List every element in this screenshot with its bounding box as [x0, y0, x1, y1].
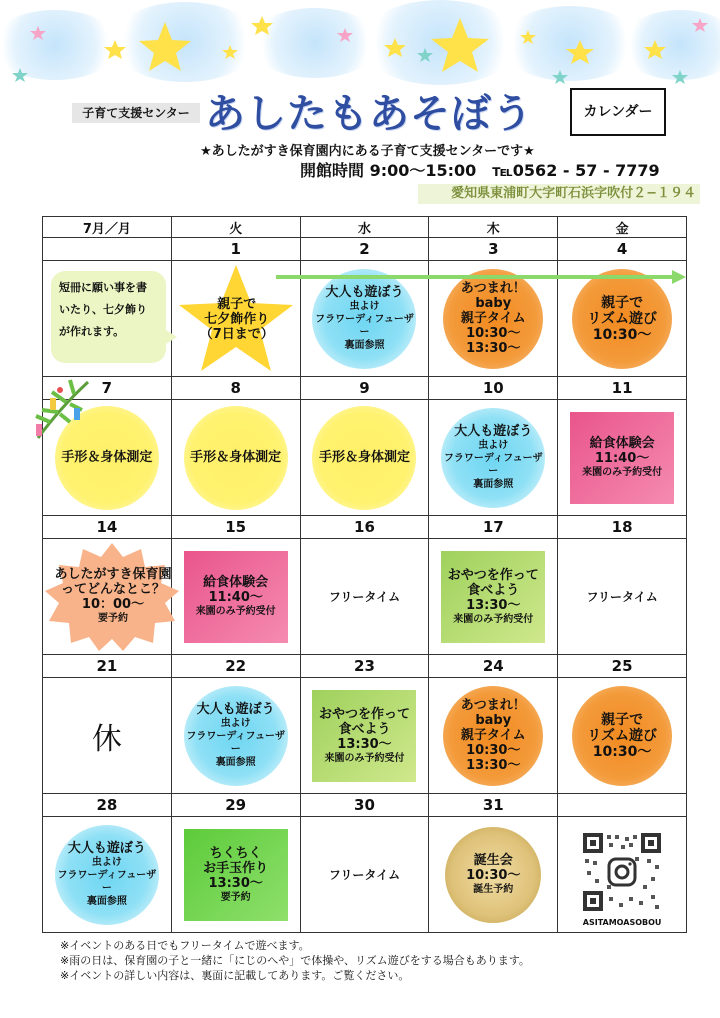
- calendar-label: カレンダー: [570, 88, 666, 136]
- event-title: 誕生会: [473, 853, 513, 868]
- event-row: [43, 678, 687, 794]
- event-cell: [558, 817, 687, 933]
- note-item: ※イベントの詳しい内容は、裏面に記載してあります。ご覧ください。: [60, 969, 410, 982]
- date-cell: 25: [558, 655, 687, 678]
- event-subtitle: フラワーディフューザー: [443, 453, 543, 477]
- event-cell: [300, 400, 429, 516]
- event-time: 13:30〜: [466, 341, 521, 356]
- date-cell: 15: [171, 516, 300, 539]
- event-subtitle: 虫よけ: [478, 440, 509, 451]
- event-title: 親子タイム: [460, 728, 526, 743]
- star-icon: [12, 16, 708, 84]
- event-time: 10:30〜: [592, 326, 652, 343]
- event-title: ちくちく: [209, 845, 262, 861]
- event-time: 13:30〜: [208, 875, 263, 891]
- date-cell: 2: [300, 238, 429, 261]
- closed-day-mark: 休: [91, 721, 122, 757]
- event-time: 10:30〜: [466, 326, 521, 341]
- date-cell: 14: [43, 516, 172, 539]
- event-badge: [572, 686, 672, 786]
- event-cell: [43, 539, 172, 655]
- event-title: 親子で: [601, 711, 644, 728]
- event-cell: [171, 539, 300, 655]
- event-title: 親子で: [217, 297, 257, 312]
- event-title: 七夕飾作り: [204, 312, 270, 327]
- event-badge: [570, 412, 674, 504]
- event-title: 食べよう: [338, 721, 391, 737]
- event-note: 裏面参照: [473, 479, 514, 490]
- date-cell: 24: [429, 655, 558, 678]
- event-title: 大人も遊ぼう: [67, 841, 146, 856]
- event-title: おやつを作って: [318, 706, 410, 722]
- weekday-header: 木: [429, 217, 558, 238]
- speech-bubble: [51, 271, 166, 363]
- event-cell: [43, 817, 172, 933]
- calendar-table: [42, 216, 687, 933]
- note-item: ※イベントのある日でもフリータイムで遊べます。: [60, 939, 310, 952]
- date-cell: 30: [300, 794, 429, 817]
- event-cell: [558, 539, 687, 655]
- event-time: 10:30〜: [466, 868, 521, 883]
- event-cell: [558, 400, 687, 516]
- event-row: [43, 539, 687, 655]
- event-badge: [55, 825, 159, 925]
- weekday-header: 7月／月: [43, 217, 172, 238]
- date-cell: 10: [429, 377, 558, 400]
- event-time: 10：00〜: [81, 597, 145, 612]
- event-title: baby: [475, 296, 512, 311]
- event-note: 要予約: [220, 891, 251, 903]
- event-title: 親子で: [601, 294, 644, 311]
- event-title: 大人も遊ぼう: [454, 424, 533, 439]
- event-subtitle: フラワーディフューザー: [186, 731, 286, 755]
- event-subtitle: 虫よけ: [91, 857, 122, 868]
- event-title: おやつを作って: [447, 567, 539, 583]
- event-note: 裏面参照: [86, 896, 127, 907]
- event-cell: [429, 678, 558, 794]
- date-cell: 28: [43, 794, 172, 817]
- event-time: 13:30〜: [466, 758, 521, 773]
- event-title: 給食体験会: [203, 575, 269, 590]
- event-note: 裏面参照: [215, 757, 256, 768]
- event-note: 来園のみ予約受付: [453, 613, 534, 625]
- footer-notes: [60, 938, 680, 983]
- opening-hours: 開館時間 9:00〜15:00 ℡0562 - 57 - 7779: [300, 161, 660, 180]
- event-time: 13:30〜: [337, 736, 392, 752]
- event-cell: [171, 678, 300, 794]
- event-cell: [171, 817, 300, 933]
- event-badge: [312, 406, 416, 510]
- event-note: 来園のみ予約受付: [195, 606, 276, 617]
- event-title: リズム遊び: [587, 727, 657, 744]
- weekday-header: 金: [558, 217, 687, 238]
- event-title: 手形＆身体測定: [190, 450, 282, 465]
- date-cell: 21: [43, 655, 172, 678]
- date-cell: 17: [429, 516, 558, 539]
- event-subtitle: 虫よけ: [220, 718, 251, 729]
- date-row: [43, 794, 687, 817]
- date-cell: 3: [429, 238, 558, 261]
- event-cell: [171, 400, 300, 516]
- event-title: 給食体験会: [589, 436, 655, 451]
- event-row: [43, 817, 687, 933]
- date-row: [43, 655, 687, 678]
- event-title: 大人も遊ぼう: [196, 702, 275, 717]
- address: 愛知県東浦町大字町石浜字吹付２−１９４: [418, 184, 700, 204]
- event-subtitle: フラワーディフューザー: [315, 314, 414, 338]
- date-cell: 8: [171, 377, 300, 400]
- tanabata-icon: [30, 378, 94, 442]
- event-row: [43, 400, 687, 516]
- event-time: 11:40〜: [208, 590, 263, 605]
- note-item: ※雨の日は、保育園の子と一緒に「にじのへや」で体操や、リズム遊びをする場合もあります。: [60, 954, 530, 967]
- event-text: いたり、七夕飾り: [59, 303, 147, 316]
- event-note: 要予約: [98, 613, 128, 624]
- date-cell: 16: [300, 516, 429, 539]
- date-row: [43, 238, 687, 261]
- event-badge: [184, 686, 288, 786]
- event-title: フリータイム: [328, 868, 401, 882]
- event-title: ってどんなとこ？: [60, 582, 165, 597]
- event-badge: [441, 551, 545, 643]
- center-label: 子育て支援センター: [72, 103, 200, 123]
- event-title: リズム遊び: [587, 310, 657, 327]
- event-badge: [184, 551, 288, 643]
- weekday-header: 火: [171, 217, 300, 238]
- birthday-badge: [445, 827, 541, 923]
- event-cell: [429, 400, 558, 516]
- date-cell: 4: [558, 238, 687, 261]
- event-note: 来園のみ予約受付: [324, 752, 405, 764]
- event-title: 手形＆身体測定: [61, 450, 153, 465]
- event-cell: [43, 678, 172, 794]
- date-cell: 23: [300, 655, 429, 678]
- event-cell: [429, 817, 558, 933]
- event-note: 誕生予約: [473, 884, 514, 895]
- date-cell: 22: [171, 655, 300, 678]
- event-subtitle: フラワーディフューザー: [57, 870, 157, 894]
- event-title: あつまれ！: [460, 281, 526, 296]
- weekday-header: 水: [300, 217, 429, 238]
- date-cell: 9: [300, 377, 429, 400]
- event-time: 13:30〜: [466, 597, 521, 613]
- event-badge: [443, 686, 543, 786]
- event-time: 11:40〜: [594, 451, 650, 466]
- event-title: あつまれ！: [460, 698, 526, 713]
- qr-code-icon[interactable]: [581, 831, 663, 928]
- event-cell: [43, 261, 172, 377]
- event-time: 10:30〜: [466, 743, 521, 758]
- qr-caption: ASITAMOASOBOU: [582, 918, 662, 928]
- weekday-header-row: [43, 217, 687, 238]
- event-badge: [184, 406, 288, 510]
- event-title: baby: [475, 713, 512, 728]
- date-row: [43, 516, 687, 539]
- date-cell: [43, 238, 172, 261]
- sky-decoration: [0, 0, 720, 95]
- intro-text: ★あしたがすき保育園内にある子育て支援センターです★: [200, 144, 535, 159]
- event-note: 裏面参照: [344, 340, 385, 351]
- date-row: [43, 377, 687, 400]
- event-cell: [429, 539, 558, 655]
- event-title: 親子タイム: [460, 311, 526, 326]
- event-title: あしたがすき保育園: [54, 567, 172, 582]
- date-cell: [558, 794, 687, 817]
- event-badge: [312, 690, 416, 782]
- date-cell: 18: [558, 516, 687, 539]
- event-title: フリータイム: [586, 590, 658, 604]
- event-cell: [300, 678, 429, 794]
- event-cell: [300, 817, 429, 933]
- date-cell: 11: [558, 377, 687, 400]
- event-cell: [300, 539, 429, 655]
- event-note: （7日まで）: [199, 327, 274, 342]
- date-cell: 7: [43, 377, 172, 400]
- event-title: 手形＆身体測定: [318, 450, 410, 465]
- event-note: 来園のみ予約受付: [582, 467, 663, 478]
- date-cell: 31: [429, 794, 558, 817]
- event-time: 10:30〜: [592, 743, 652, 760]
- event-title: フリータイム: [328, 590, 401, 604]
- event-badge: [441, 408, 545, 508]
- event-cell: [558, 678, 687, 794]
- event-title: お手玉作り: [203, 860, 269, 876]
- date-cell: 1: [171, 238, 300, 261]
- event-badge: [184, 829, 288, 921]
- event-text: が作れます。: [59, 325, 125, 338]
- page-title: あしたもあそぼう: [205, 91, 533, 137]
- event-text: 短冊に願い事を書: [59, 281, 147, 294]
- date-cell: 29: [171, 794, 300, 817]
- event-title: 大人も遊ぼう: [325, 285, 404, 300]
- event-subtitle: 虫よけ: [349, 301, 380, 312]
- event-title: 食べよう: [467, 582, 520, 598]
- arrow-icon: [276, 270, 686, 284]
